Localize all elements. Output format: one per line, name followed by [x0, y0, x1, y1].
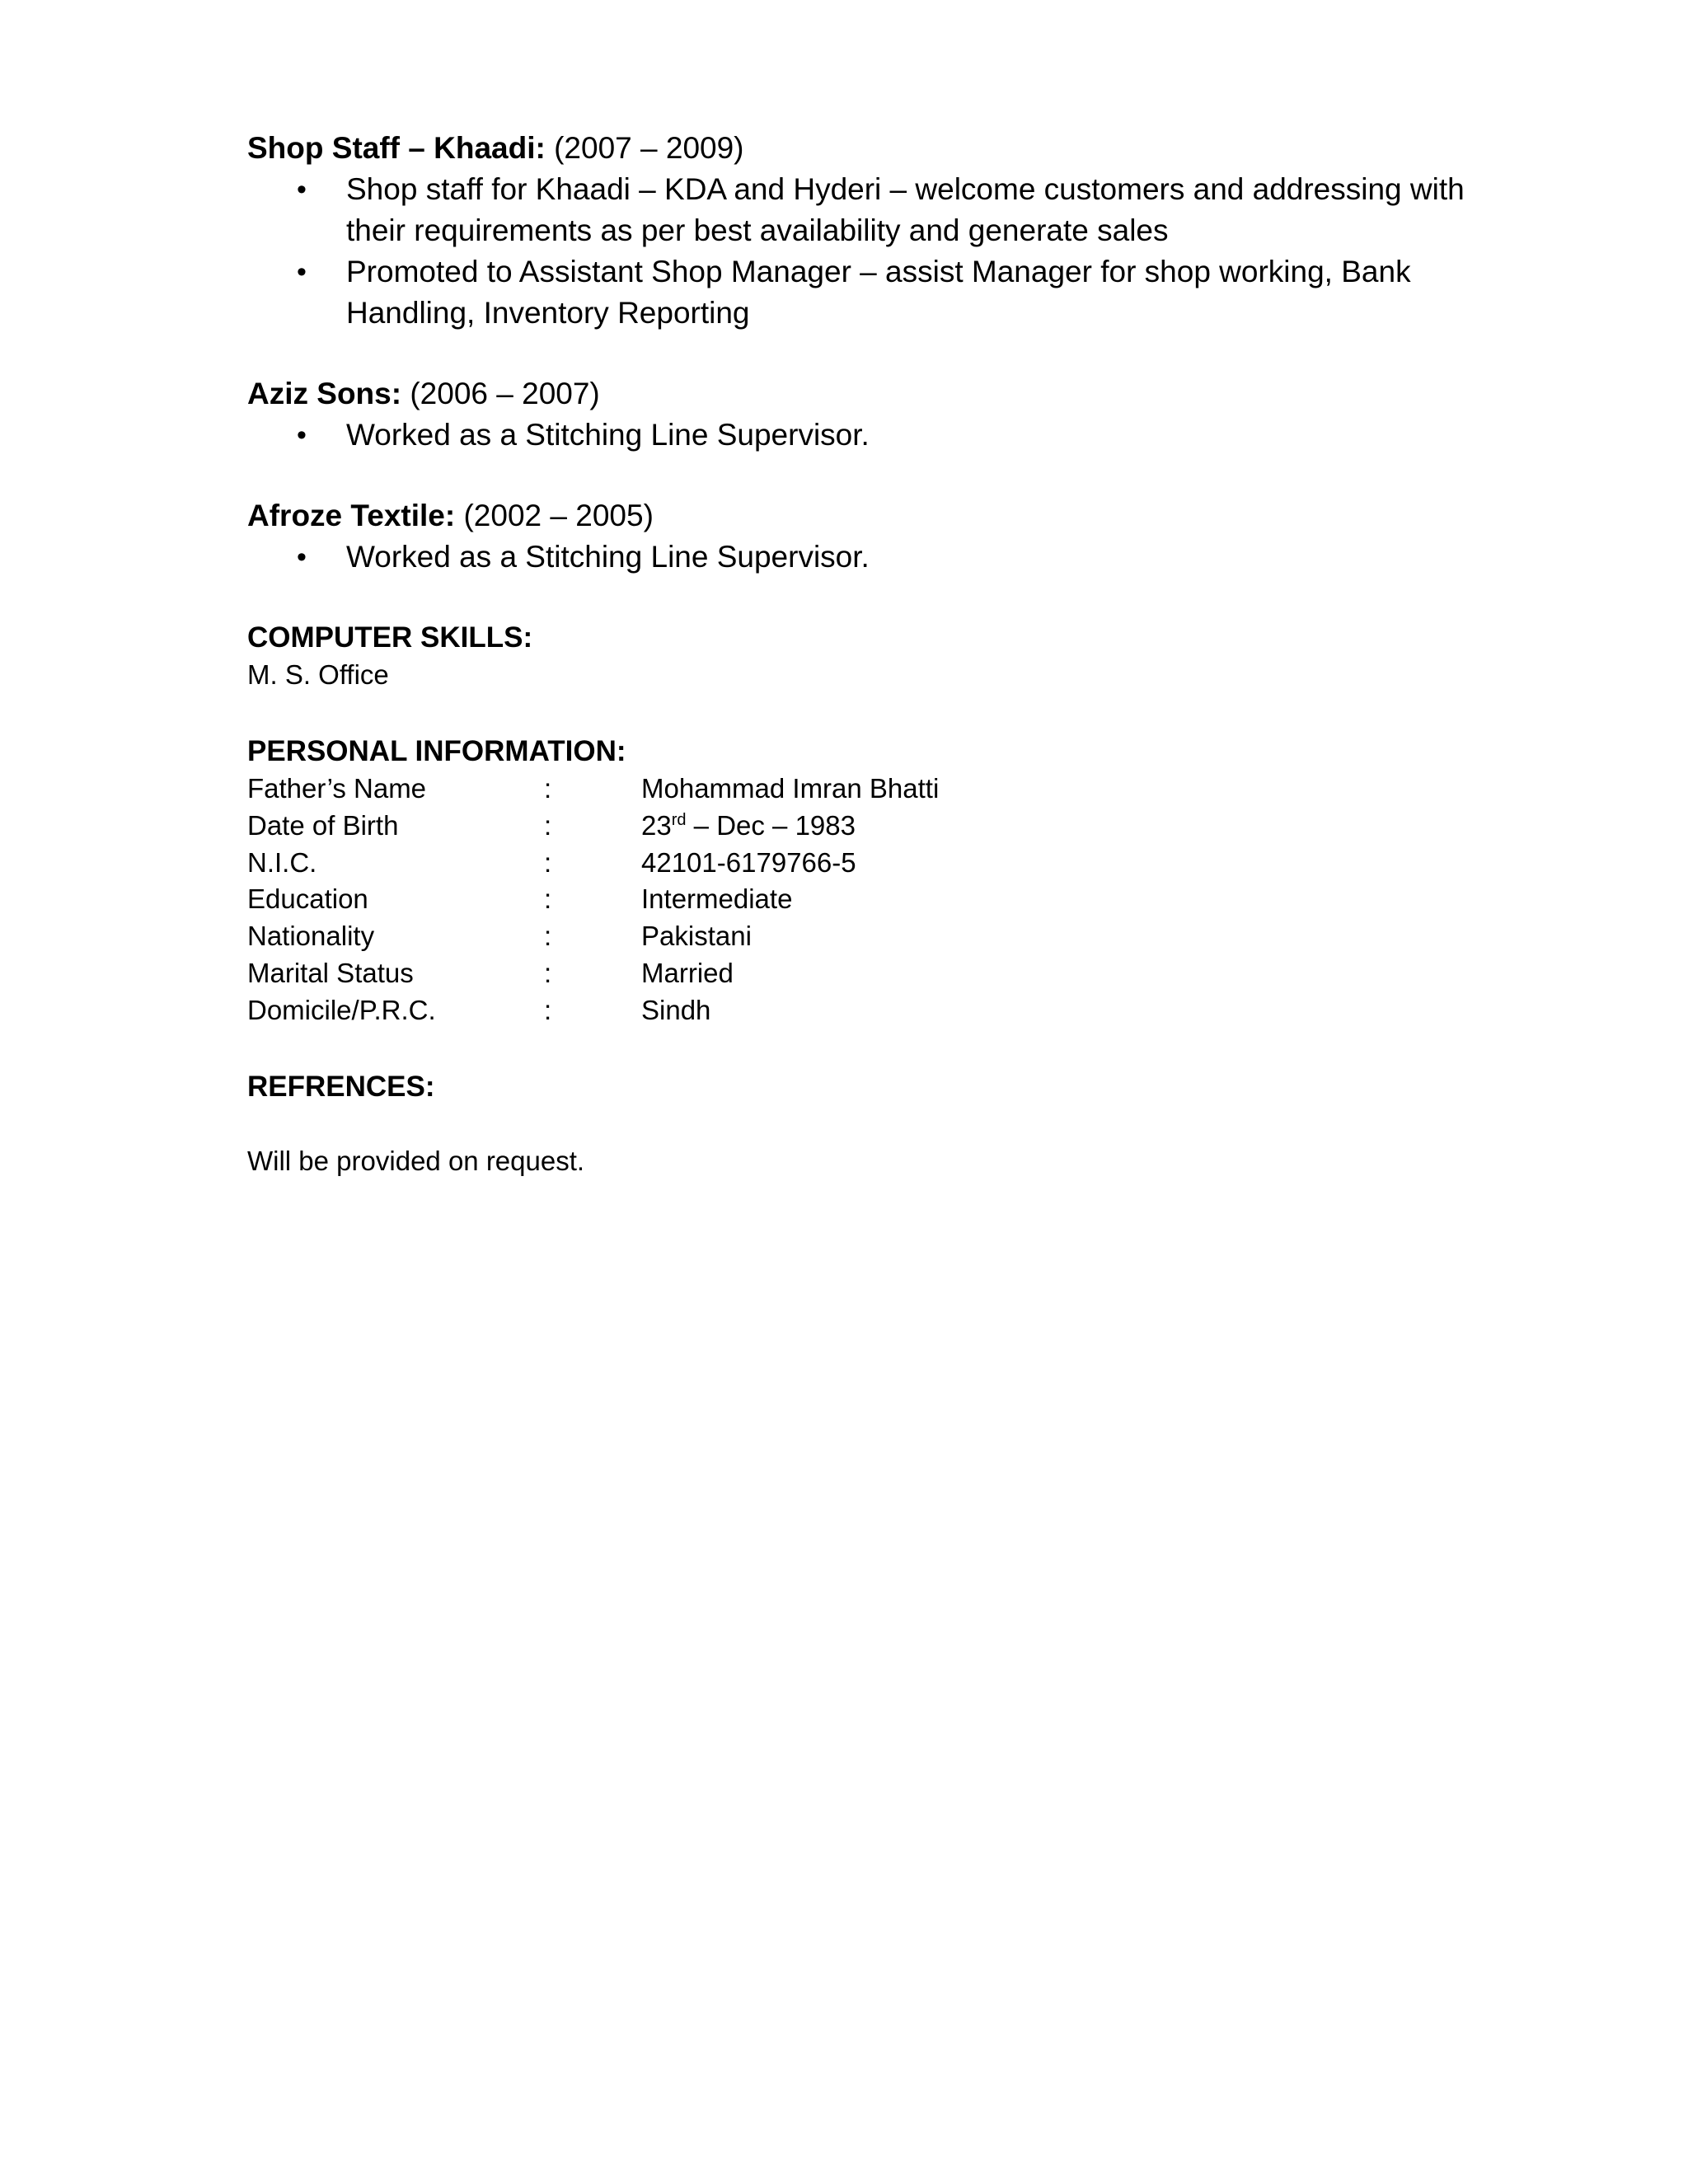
info-separator: :: [544, 773, 552, 804]
info-value: 42101-6179766-5: [641, 846, 856, 878]
info-label: Education: [247, 883, 368, 915]
info-row-marital-status: [247, 955, 1484, 992]
bullet-icon: •: [297, 541, 307, 573]
job-heading: [247, 128, 1484, 169]
resume-page: [247, 128, 1484, 1179]
info-separator: :: [544, 957, 552, 988]
job-heading: [247, 495, 1484, 537]
job-period: (2002 – 2005): [463, 499, 654, 532]
bullet-icon: •: [297, 419, 307, 451]
job-title: Shop Staff – Khaadi:: [247, 131, 546, 165]
job-title: Aziz Sons:: [247, 377, 402, 410]
info-value: Intermediate: [641, 883, 793, 915]
job-duties: [247, 169, 1484, 334]
info-label: Marital Status: [247, 957, 414, 988]
bullet-icon: •: [297, 174, 307, 205]
duty-text: Worked as a Stitching Line Supervisor.: [346, 418, 870, 452]
job-period: (2006 – 2007): [410, 377, 600, 410]
info-separator: :: [544, 883, 552, 915]
job-heading: [247, 373, 1484, 415]
list-item: [297, 251, 1484, 334]
job-afroze-textile: [247, 495, 1484, 578]
job-title: Afroze Textile:: [247, 499, 456, 532]
info-label: Nationality: [247, 921, 375, 952]
info-row-nationality: [247, 918, 1484, 955]
list-item: [297, 169, 1484, 251]
job-duties: [247, 537, 1484, 578]
info-value: Mohammad Imran Bhatti: [641, 773, 940, 804]
info-label: Father’s Name: [247, 773, 427, 804]
bullet-icon: •: [297, 256, 307, 288]
info-value: Sindh: [641, 994, 711, 1025]
computer-skills-heading: COMPUTER SKILLS:: [247, 621, 533, 654]
info-row-father-name: [247, 771, 1484, 808]
list-item: [297, 537, 1484, 578]
references-value: Will be provided on request.: [247, 1145, 585, 1176]
info-value: [641, 808, 856, 845]
info-row-education: [247, 881, 1484, 918]
duty-text: Shop staff for Khaadi – KDA and Hyderi – welcome customers and addressing with their requirements as per best availability and generate sales: [346, 172, 1465, 247]
job-khaadi: [247, 128, 1484, 334]
info-row-nic: [247, 845, 1484, 882]
dob-rest: – Dec – 1983: [686, 809, 856, 841]
dob-day: 23: [641, 809, 672, 841]
dob-suffix: rd: [671, 810, 687, 829]
personal-info-table: [247, 771, 1484, 1029]
info-label: Date of Birth: [247, 809, 399, 841]
duty-text: Promoted to Assistant Shop Manager – assist Manager for shop working, Bank Handling, Inventory Reporting: [346, 255, 1411, 330]
personal-info-heading: PERSONAL INFORMATION:: [247, 735, 626, 767]
info-label: N.I.C.: [247, 846, 317, 878]
info-separator: :: [544, 809, 552, 841]
info-separator: :: [544, 994, 552, 1025]
list-item: [297, 415, 1484, 456]
duty-text: Worked as a Stitching Line Supervisor.: [346, 540, 870, 574]
info-value: Pakistani: [641, 921, 752, 952]
info-row-domicile: [247, 992, 1484, 1029]
info-separator: :: [544, 846, 552, 878]
info-label: Domicile/P.R.C.: [247, 994, 436, 1025]
job-period: (2007 – 2009): [554, 131, 744, 165]
info-value: Married: [641, 957, 734, 988]
job-aziz-sons: [247, 373, 1484, 456]
computer-skills-value: M. S. Office: [247, 659, 389, 690]
job-duties: [247, 415, 1484, 456]
references-heading: REFRENCES:: [247, 1070, 435, 1103]
info-separator: :: [544, 921, 552, 952]
info-row-dob: [247, 808, 1484, 845]
